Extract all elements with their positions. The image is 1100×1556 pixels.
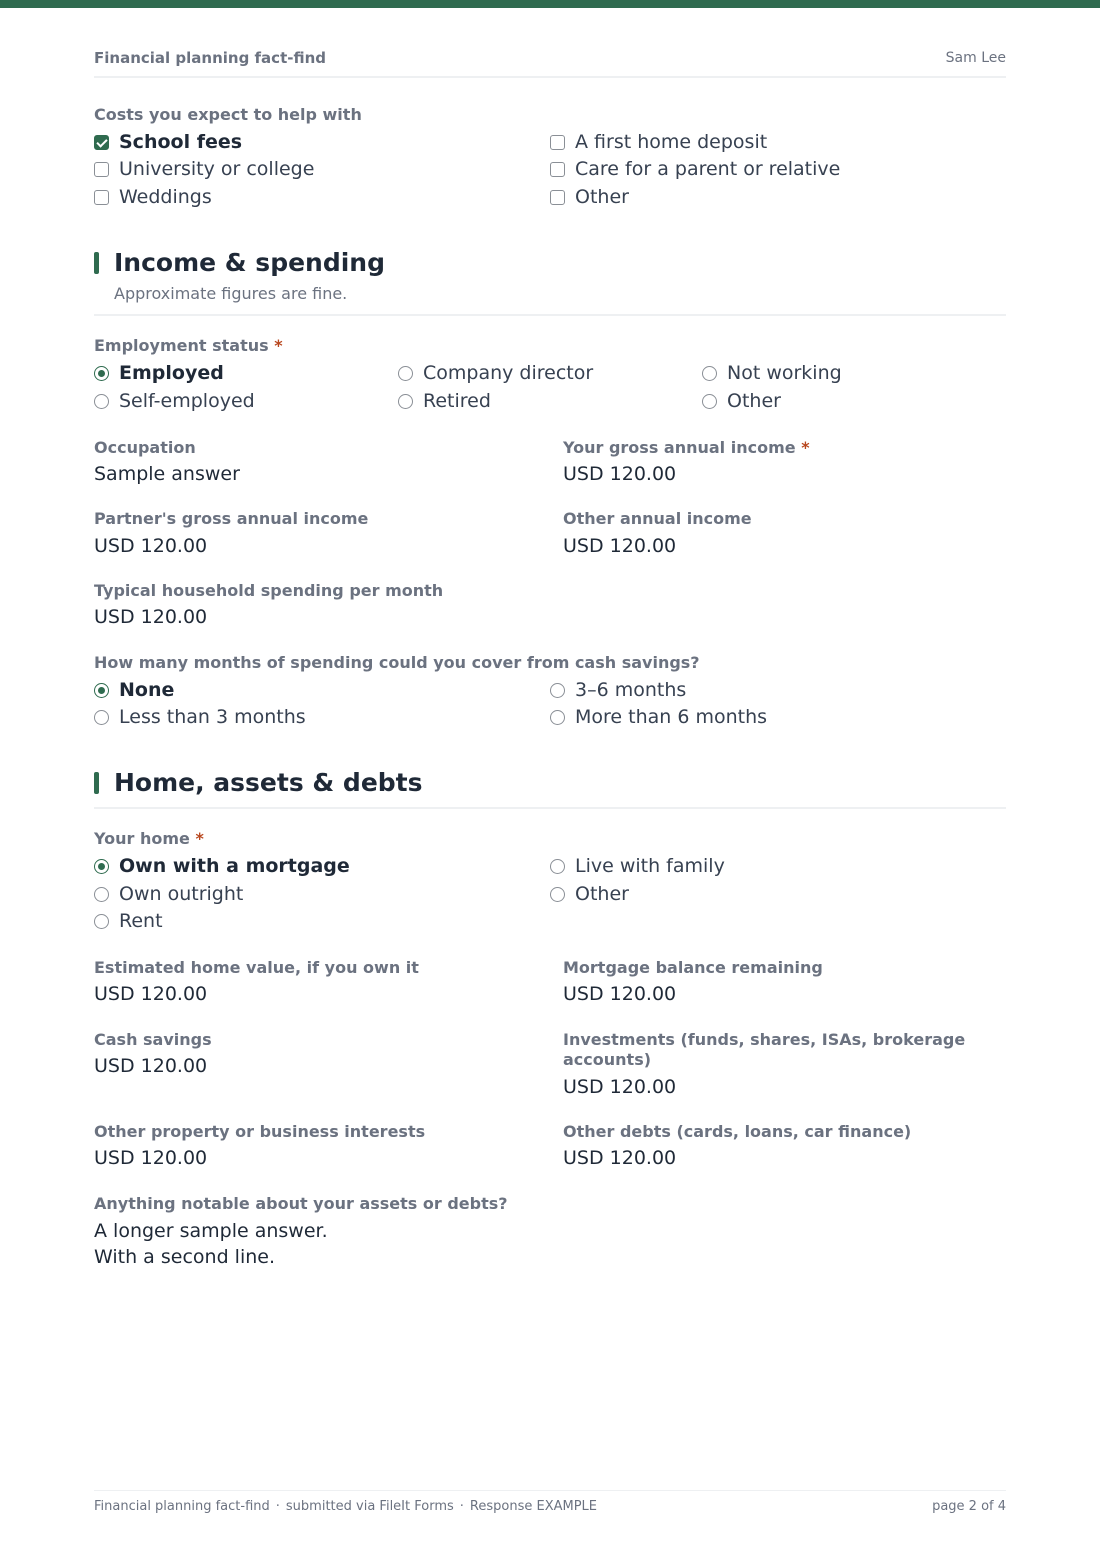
occupation-value: Sample answer	[94, 463, 240, 485]
option-label: Retired	[423, 390, 491, 412]
other-income-label: Other annual income	[563, 509, 752, 528]
option-label: Employed	[119, 362, 224, 384]
form-title: Financial planning fact-find	[94, 49, 326, 67]
checkbox-icon[interactable]	[550, 190, 565, 205]
radio-selected-icon[interactable]	[94, 859, 109, 874]
option-label: Other	[575, 186, 629, 208]
option-label: Rent	[119, 910, 163, 932]
section-title: Home, assets & debts	[114, 768, 423, 797]
notable-assets-label: Anything notable about your assets or debts?	[94, 1194, 508, 1213]
option-label: Self-employed	[119, 390, 255, 412]
cash-savings-label: Cash savings	[94, 1030, 212, 1049]
field-label-text: Your home	[94, 829, 190, 848]
savings-option-none[interactable]	[94, 678, 174, 702]
radio-selected-icon[interactable]	[94, 366, 109, 381]
cash-savings-value: USD 120.00	[94, 1055, 208, 1077]
home-option-live-with-family[interactable]	[550, 854, 725, 878]
costs-option-care-relative[interactable]	[550, 157, 840, 181]
section-home-header	[94, 770, 1006, 809]
home-option-other[interactable]	[550, 882, 629, 906]
footer-submitted-via: submitted via FileIt Forms	[285, 1499, 454, 1514]
page-header	[94, 48, 1006, 78]
option-label: Not working	[727, 362, 842, 384]
required-mark: *	[274, 336, 283, 355]
section-accent-bar	[94, 772, 99, 794]
savings-option-3-6[interactable]	[550, 678, 686, 702]
investments-label: Investments (funds, shares, ISAs, brokerage accounts)	[563, 1030, 966, 1069]
answer-line: A longer sample answer.	[94, 1220, 328, 1242]
field-label-text: Employment status	[94, 336, 269, 355]
costs-option-other[interactable]	[550, 185, 629, 209]
mortgage-balance-label: Mortgage balance remaining	[563, 958, 823, 977]
section-title: Income & spending	[114, 248, 385, 277]
other-debts-label: Other debts (cards, loans, car finance)	[563, 1122, 912, 1141]
home-value-value: USD 120.00	[94, 983, 208, 1005]
option-label: Company director	[423, 362, 594, 384]
household-spending-label: Typical household spending per month	[94, 581, 444, 600]
occupation-label: Occupation	[94, 438, 196, 457]
section-accent-bar	[94, 252, 99, 274]
partner-income-value: USD 120.00	[94, 535, 208, 557]
employment-option-retired[interactable]	[398, 389, 491, 413]
option-label: A first home deposit	[575, 131, 768, 153]
home-option-rent[interactable]	[94, 909, 163, 933]
page-number: page 2 of 4	[932, 1499, 1006, 1514]
answer-line: With a second line.	[94, 1246, 275, 1268]
radio-icon[interactable]	[550, 887, 565, 902]
checkbox-icon[interactable]	[550, 162, 565, 177]
option-label: Own with a mortgage	[119, 855, 350, 877]
section-income-header	[94, 250, 1006, 316]
footer-response-id: Response EXAMPLE	[469, 1499, 597, 1514]
option-label: University or college	[119, 158, 315, 180]
costs-option-school-fees[interactable]	[94, 130, 242, 154]
other-debts-value: USD 120.00	[563, 1147, 677, 1169]
option-label: Less than 3 months	[119, 706, 306, 728]
option-label: School fees	[119, 131, 243, 153]
employment-status-label	[94, 336, 283, 355]
radio-icon[interactable]	[94, 887, 109, 902]
employment-option-not-working[interactable]	[702, 361, 842, 385]
employment-option-other[interactable]	[702, 389, 781, 413]
option-label: 3–6 months	[575, 679, 687, 701]
employment-option-employed[interactable]	[94, 361, 224, 385]
radio-icon[interactable]	[398, 394, 413, 409]
option-label: More than 6 months	[575, 706, 768, 728]
footer-info	[94, 1499, 597, 1514]
costs-option-weddings[interactable]	[94, 185, 212, 209]
respondent-name: Sam Lee	[945, 50, 1006, 66]
costs-label: Costs you expect to help with	[94, 105, 362, 124]
required-mark: *	[801, 438, 810, 457]
radio-icon[interactable]	[550, 710, 565, 725]
footer-separator: ·	[275, 1499, 280, 1514]
home-value-label: Estimated home value, if you own it	[94, 958, 419, 977]
checkbox-icon[interactable]	[94, 162, 109, 177]
section-subtitle: Approximate figures are fine.	[114, 284, 348, 303]
notable-assets-value	[94, 1218, 328, 1270]
employment-option-self-employed[interactable]	[94, 389, 255, 413]
employment-option-company-director[interactable]	[398, 361, 593, 385]
option-label: Care for a parent or relative	[575, 158, 841, 180]
gross-income-value: USD 120.00	[563, 463, 677, 485]
radio-icon[interactable]	[94, 394, 109, 409]
home-option-own-mortgage[interactable]	[94, 854, 350, 878]
household-spending-value: USD 120.00	[94, 606, 208, 628]
your-home-label	[94, 829, 204, 848]
mortgage-balance-value: USD 120.00	[563, 983, 677, 1005]
savings-option-more-than-6[interactable]	[550, 705, 767, 729]
required-mark: *	[195, 829, 204, 848]
radio-icon[interactable]	[702, 366, 717, 381]
top-accent-bar	[0, 0, 1100, 8]
radio-icon[interactable]	[398, 366, 413, 381]
checkbox-checked-icon[interactable]	[94, 135, 109, 150]
field-label-text: Your gross annual income	[563, 438, 796, 457]
savings-months-label: How many months of spending could you cover from cash savings?	[94, 653, 700, 672]
option-label: Other	[575, 883, 629, 905]
radio-icon[interactable]	[702, 394, 717, 409]
option-label: Weddings	[119, 186, 212, 208]
costs-option-home-deposit[interactable]	[550, 130, 767, 154]
costs-option-university[interactable]	[94, 157, 314, 181]
footer-separator: ·	[459, 1499, 464, 1514]
other-property-label: Other property or business interests	[94, 1122, 426, 1141]
other-property-value: USD 120.00	[94, 1147, 208, 1169]
checkbox-icon[interactable]	[94, 190, 109, 205]
radio-selected-icon[interactable]	[94, 683, 109, 698]
option-label: Other	[727, 390, 781, 412]
radio-icon[interactable]	[550, 859, 565, 874]
option-label: None	[119, 679, 175, 701]
option-label: Own outright	[119, 883, 244, 905]
partner-income-label: Partner's gross annual income	[94, 509, 369, 528]
home-option-own-outright[interactable]	[94, 882, 243, 906]
footer-form-name: Financial planning fact-find	[94, 1499, 270, 1514]
page-footer	[94, 1490, 1006, 1521]
radio-icon[interactable]	[94, 914, 109, 929]
radio-icon[interactable]	[550, 683, 565, 698]
radio-icon[interactable]	[94, 710, 109, 725]
option-label: Live with family	[575, 855, 725, 877]
savings-option-less-than-3[interactable]	[94, 705, 306, 729]
other-income-value: USD 120.00	[563, 535, 677, 557]
gross-income-label	[563, 438, 810, 457]
investments-value: USD 120.00	[563, 1076, 677, 1098]
checkbox-icon[interactable]	[550, 135, 565, 150]
